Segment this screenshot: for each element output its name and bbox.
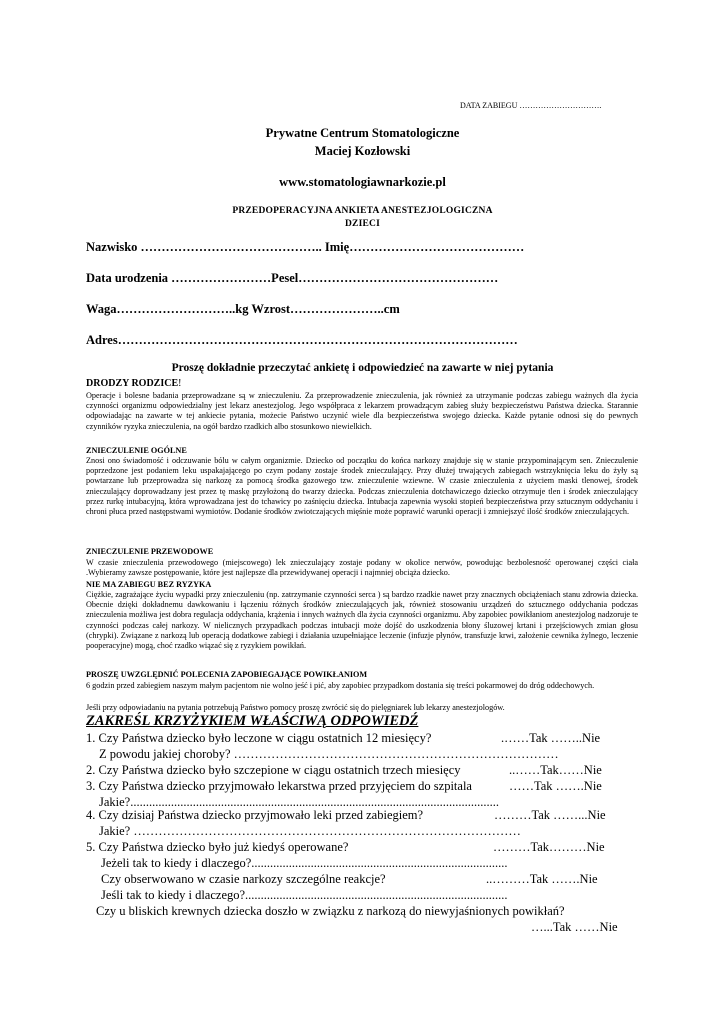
question-5b-answer[interactable]: ..………Tak …….Nie [486,872,598,886]
clinic-name: Prywatne Centrum Stomatologiczne [265,126,460,140]
intro-instruction: Proszę dokładnie przeczytać ankietę i odpowiedzieć na zawarte w niej pytania [171,362,554,374]
dear-parents-heading: DRODZY RODZICE! [86,378,182,389]
question-3-answer[interactable]: ……Tak …….Nie [509,779,602,793]
dear-parents-text: Operacje i bolesne badania przeprowadzane są w znieczuleniu. Za przeprowadzenie znieczulenia, jak również za utrzymanie podczas zabiegu ważnych dla życia czynności organizmu odpowiedzialny jest lekarz anestezjolog. Jego współpraca z lekarzem prowadzącym zabieg służy bezpieczeństwu Państwa dziecka. Starannie odpowiadając na zawarte w tej ankiecie pytania, możecie Państwo uczynić wiele dla bezpieczeństwa swojego dziecka. Każde pytanie odnosi się do pewnych czynników ryzyka znieczulenia, na ogół bardzo rzadkich albo stosunkowo niewielkich. [86,391,638,431]
instructions-heading: PROSZĘ UWZGLĘDNIĆ POLECENIA ZAPOBIEGAJĄCE POWIKŁANIOM [86,670,368,679]
regional-anesthesia-text: W czasie znieczulenia przewodowego (miejscowego) lek znieczulający zostaje podany w okolice nerwów, powodując bezbolesność operowanej części ciała .Wybieramy zawsze postępowanie, które jest najlepsze dla przewidywanej operacji i najmniej obciąża dziecko. [86,558,638,578]
question-5-detail[interactable]: Jeżeli tak to kiedy i dlaczego?.................................................................................. [101,856,508,870]
question-5: 5. Czy Państwa dziecko było już kiedyś operowane? [86,840,349,854]
question-2: 2. Czy Państwa dziecko było szczepione w ciągu ostatnich trzech miesięcy [86,763,461,777]
weight-height-field[interactable]: Waga………………………..kg Wzrost…………………..cm [86,302,400,316]
general-anesthesia-heading: ZNIECZULENIE OGÓLNE [86,446,187,455]
address-field[interactable]: Adres…………………………………………………………………………………… [86,333,518,347]
risk-heading: NIE MA ZABIEGU BEZ RYZYKA [86,580,212,589]
doctor-name: Maciej Kozłowski [314,144,411,158]
question-4: 4. Czy dzisiaj Państwa dziecko przyjmowało leki przed zabiegiem? [86,808,424,822]
questions-header: ZAKREŚL KRZYŻYKIEM WŁAŚCIWĄ ODPOWIEDŹ [86,713,419,729]
fasting-instruction: 6 godzin przed zabiegiem naszym małym pacjentom nie wolno jeść i pić, aby zapobiec przypadkom dostania się treści pokarmowej do dróg oddechowych. [86,681,595,690]
question-1: 1. Czy Państwa dziecko było leczone w ciągu ostatnich 12 miesięcy? [86,731,432,745]
question-1-answer[interactable]: .……Tak ……..Nie [501,731,601,745]
surname-name-field[interactable]: Nazwisko …………………………………….. Imię…………………………………… [86,240,525,254]
question-6: Czy u bliskich krewnych dziecka doszło w związku z narkozą do niewyjaśnionych powikłań? [96,904,565,918]
question-1-detail[interactable]: Z powodu jakiej choroby? …………………………………………………………………… [99,747,559,761]
risk-text: Ciężkie, zagrażające życiu wypadki przy znieczuleniu (np. zatrzymanie czynności serca ) są bardzo rzadkie nawet przy znacznych obciążeniach stanu zdrowia dziecka. Obecnie dzięki dokładnemu dawkowaniu i łączeniu różnych środków znieczulających jak, również stosowaniu urządzeń do sztucznego oddychania podczas znieczulenia możliwa jest dobra regulacja oddychania, krążenia i innych ważnych dla życia czynności organizmu. Aby zapobiec powikłaniom anestezjolog nadzoruje te czynności podczas całej narkozy. W nielicznych przypadkach podczas intubacji może dojść do uszkodzenia błony śluzowej krtani i przejściowych zmian głosu (chrypki). Związane z narkozą lub operacją dodatkowe zabiegi i działania uzupełniające leczenie (infuzje płynów, transfuzje krwi, założenie cewnika żylnego, leczenie pooperacyjne) mogą, choć rzadko wiązać się z ryzykiem powikłań. [86,590,638,651]
regional-anesthesia-heading: ZNIECZULENIE PRZEWODOWE [86,547,214,556]
form-title: PRZEDOPERACYJNA ANKIETA ANESTEZJOLOGICZNA [232,206,493,216]
clinic-website: www.stomatologiawnarkozie.pl [279,175,446,189]
question-5b-detail[interactable]: Jeśli tak to kiedy i dlaczego?.................................................................................... [101,888,508,902]
form-subtitle: DZIECI [345,219,380,229]
question-4-answer[interactable]: ………Tak ……...Nie [494,808,606,822]
question-2-answer[interactable]: ..……Tak……Nie [509,763,602,777]
procedure-date-line: DATA ZABIEGU …………………………. [460,101,602,110]
question-5b: Czy obserwowano w czasie narkozy szczególne reakcje? [101,872,386,886]
question-5-answer[interactable]: ………Tak………Nie [493,840,605,854]
question-3: 3. Czy Państwa dziecko przyjmowało lekarstwa przed przyjęciem do szpitala [86,779,472,793]
birth-pesel-field[interactable]: Data urodzenia ……………………Pesel………………………………………… [86,271,499,285]
question-3-detail[interactable]: Jakie?...................................................................................................................... [99,795,499,809]
general-anesthesia-text: Znosi ono świadomość i odczuwanie bólu w całym organizmie. Dziecko od początku do końca narkozy znajduje się w stanie przypominającym sen. Znieczulenie poprzedzone jest podaniem leku uspakajającego po czym podany zostaje środek znieczulający. Przy dłużej trwających zabiegach wstrzyknięcia leku do żyły są powtarzane lub przeprowadza się narkozę za pomocą środka gazowego tzw. znieczulenie wziewne. W czasie znieczulenia z użyciem maski tlenowej, środek znieczulający doprowadzany jest przez tę maskę przyłożoną do twarzy dziecka. Podczas znieczulenia dotchawiczego dziecko otrzymuje tlen i środek znieczulający przez rurkę intubacyjną, która wprowadzana jest do tchawicy po zaśnięciu dziecka. Intubacja zapewnia wysoki stopień bezpieczeństwa przy sztucznym oddychaniu i chroni płuca przed następstwami wymiotów. Dodanie środków zwiotczających mięśnie może poprawić warunki operacji i zmniejszyć ilość środków znieczulających. [86,456,638,517]
question-6-answer[interactable]: …...Tak ……Nie [531,920,618,934]
question-4-detail[interactable]: Jakie? ………………………………………………………………………………… [99,824,521,838]
help-instruction: Jeśli przy odpowiadaniu na pytania potrzebują Państwo pomocy proszę zwrócić się do pielęgniarek lub lekarzy anestezjologów. [86,703,505,712]
